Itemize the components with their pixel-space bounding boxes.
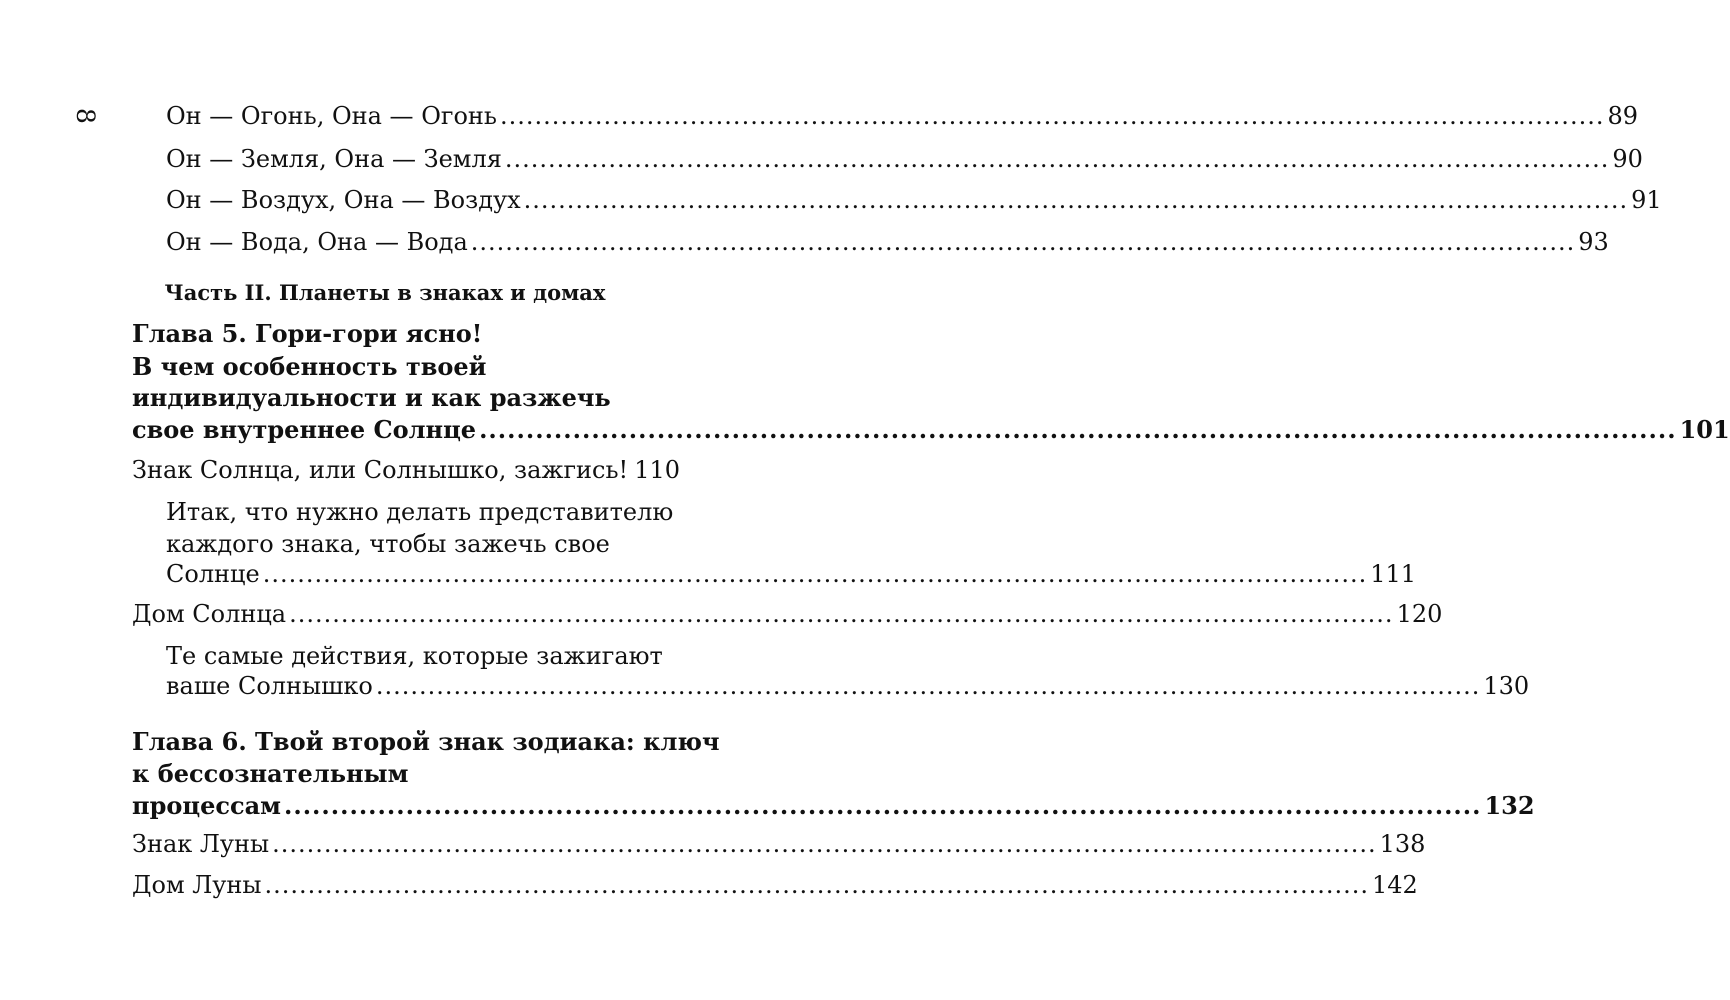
toc-leader: ................................................................................................................................ [479,415,1677,444]
toc-entry [132,830,1426,858]
chapter-title-line: индивидуальности и как разжечь [132,383,611,412]
chapter-title-line: Глава 5. Гори-гори ясно! [132,319,483,348]
toc-entry-chapter [132,791,1535,820]
toc-subentry-line: каждого знака, чтобы зажечь свое [166,530,610,558]
chapter-title-line: Глава 6. Твой второй знак зодиака: ключ [132,727,720,756]
toc-leader: ................................................................................................................................ [283,791,1482,820]
toc-subentry-line: Те самые действия, которые зажигают [166,642,663,670]
toc-entry [166,560,1417,588]
toc-entry-title: свое внутреннее Солнце [132,415,477,444]
toc-entry-title: Знак Луны [132,830,270,858]
toc-entry-page: 142 [1372,871,1418,899]
toc-entry-title: ваше Солнышко [166,672,373,700]
chapter-title-line: к бессознательным [132,759,409,788]
toc-entry-title: Он — Земля, Она — Земля [166,145,502,173]
toc-entry-title: Он — Вода, Она — Вода [166,228,468,256]
toc-entry [166,228,1609,256]
toc-entry-page: 89 [1607,102,1638,130]
toc-entry-chapter [132,415,1730,444]
toc-leader: ................................................................................................................................ [272,830,1377,858]
toc-entry-title: Он — Огонь, Она — Огонь [166,102,497,130]
toc-entry [132,600,1443,628]
chapter-title-line: В чем особенность твоей [132,352,487,381]
page-number: 8 [71,108,100,124]
toc-entry-title: Знак Солнца, или Солнышко, зажгись! [132,456,629,484]
toc-entry-page: 90 [1612,145,1643,173]
toc-entry-page: 111 [1370,560,1417,588]
toc-leader: ................................................................................................................................ [375,672,1481,700]
toc-leader: ................................................................................................................................ [289,600,1394,628]
toc-subentry-line: Итак, что нужно делать представителю [166,498,674,526]
toc-entry-page: 110 [634,456,680,484]
toc-entry [166,145,1643,173]
toc-leader: ................................................................................................................................ [504,145,1610,173]
toc-entry [132,456,680,484]
toc-entry-page: 91 [1631,186,1662,214]
toc-entry [166,672,1530,700]
toc-entry [132,871,1418,899]
toc-leader: ................................................................................................................................ [262,560,1368,588]
toc-entry-title: Дом Солнца [132,600,287,628]
toc-entry-title: процессам [132,791,281,820]
toc-entry-title: Дом Луны [132,871,262,899]
toc-entry-page: 101 [1679,415,1730,444]
toc-leader: ................................................................................................................................ [470,228,1576,256]
toc-leader: ................................................................................................................................ [523,186,1629,214]
toc-entry-page: 132 [1484,791,1535,820]
toc-entry-title: Солнце [166,560,260,588]
part-heading: Часть II. Планеты в знаках и домах [164,280,606,305]
toc-leader: ................................................................................................................................ [264,871,1370,899]
toc-entry-page: 138 [1379,830,1426,858]
toc-leader: ................................................................................................................................ [499,102,1605,130]
toc-entry-page: 130 [1483,672,1530,700]
toc-entry-title: Он — Воздух, Она — Воздух [166,186,521,214]
toc-entry-page: 93 [1578,228,1609,256]
toc-entry-page: 120 [1396,600,1443,628]
toc-entry [166,102,1638,130]
toc-entry [166,186,1662,214]
